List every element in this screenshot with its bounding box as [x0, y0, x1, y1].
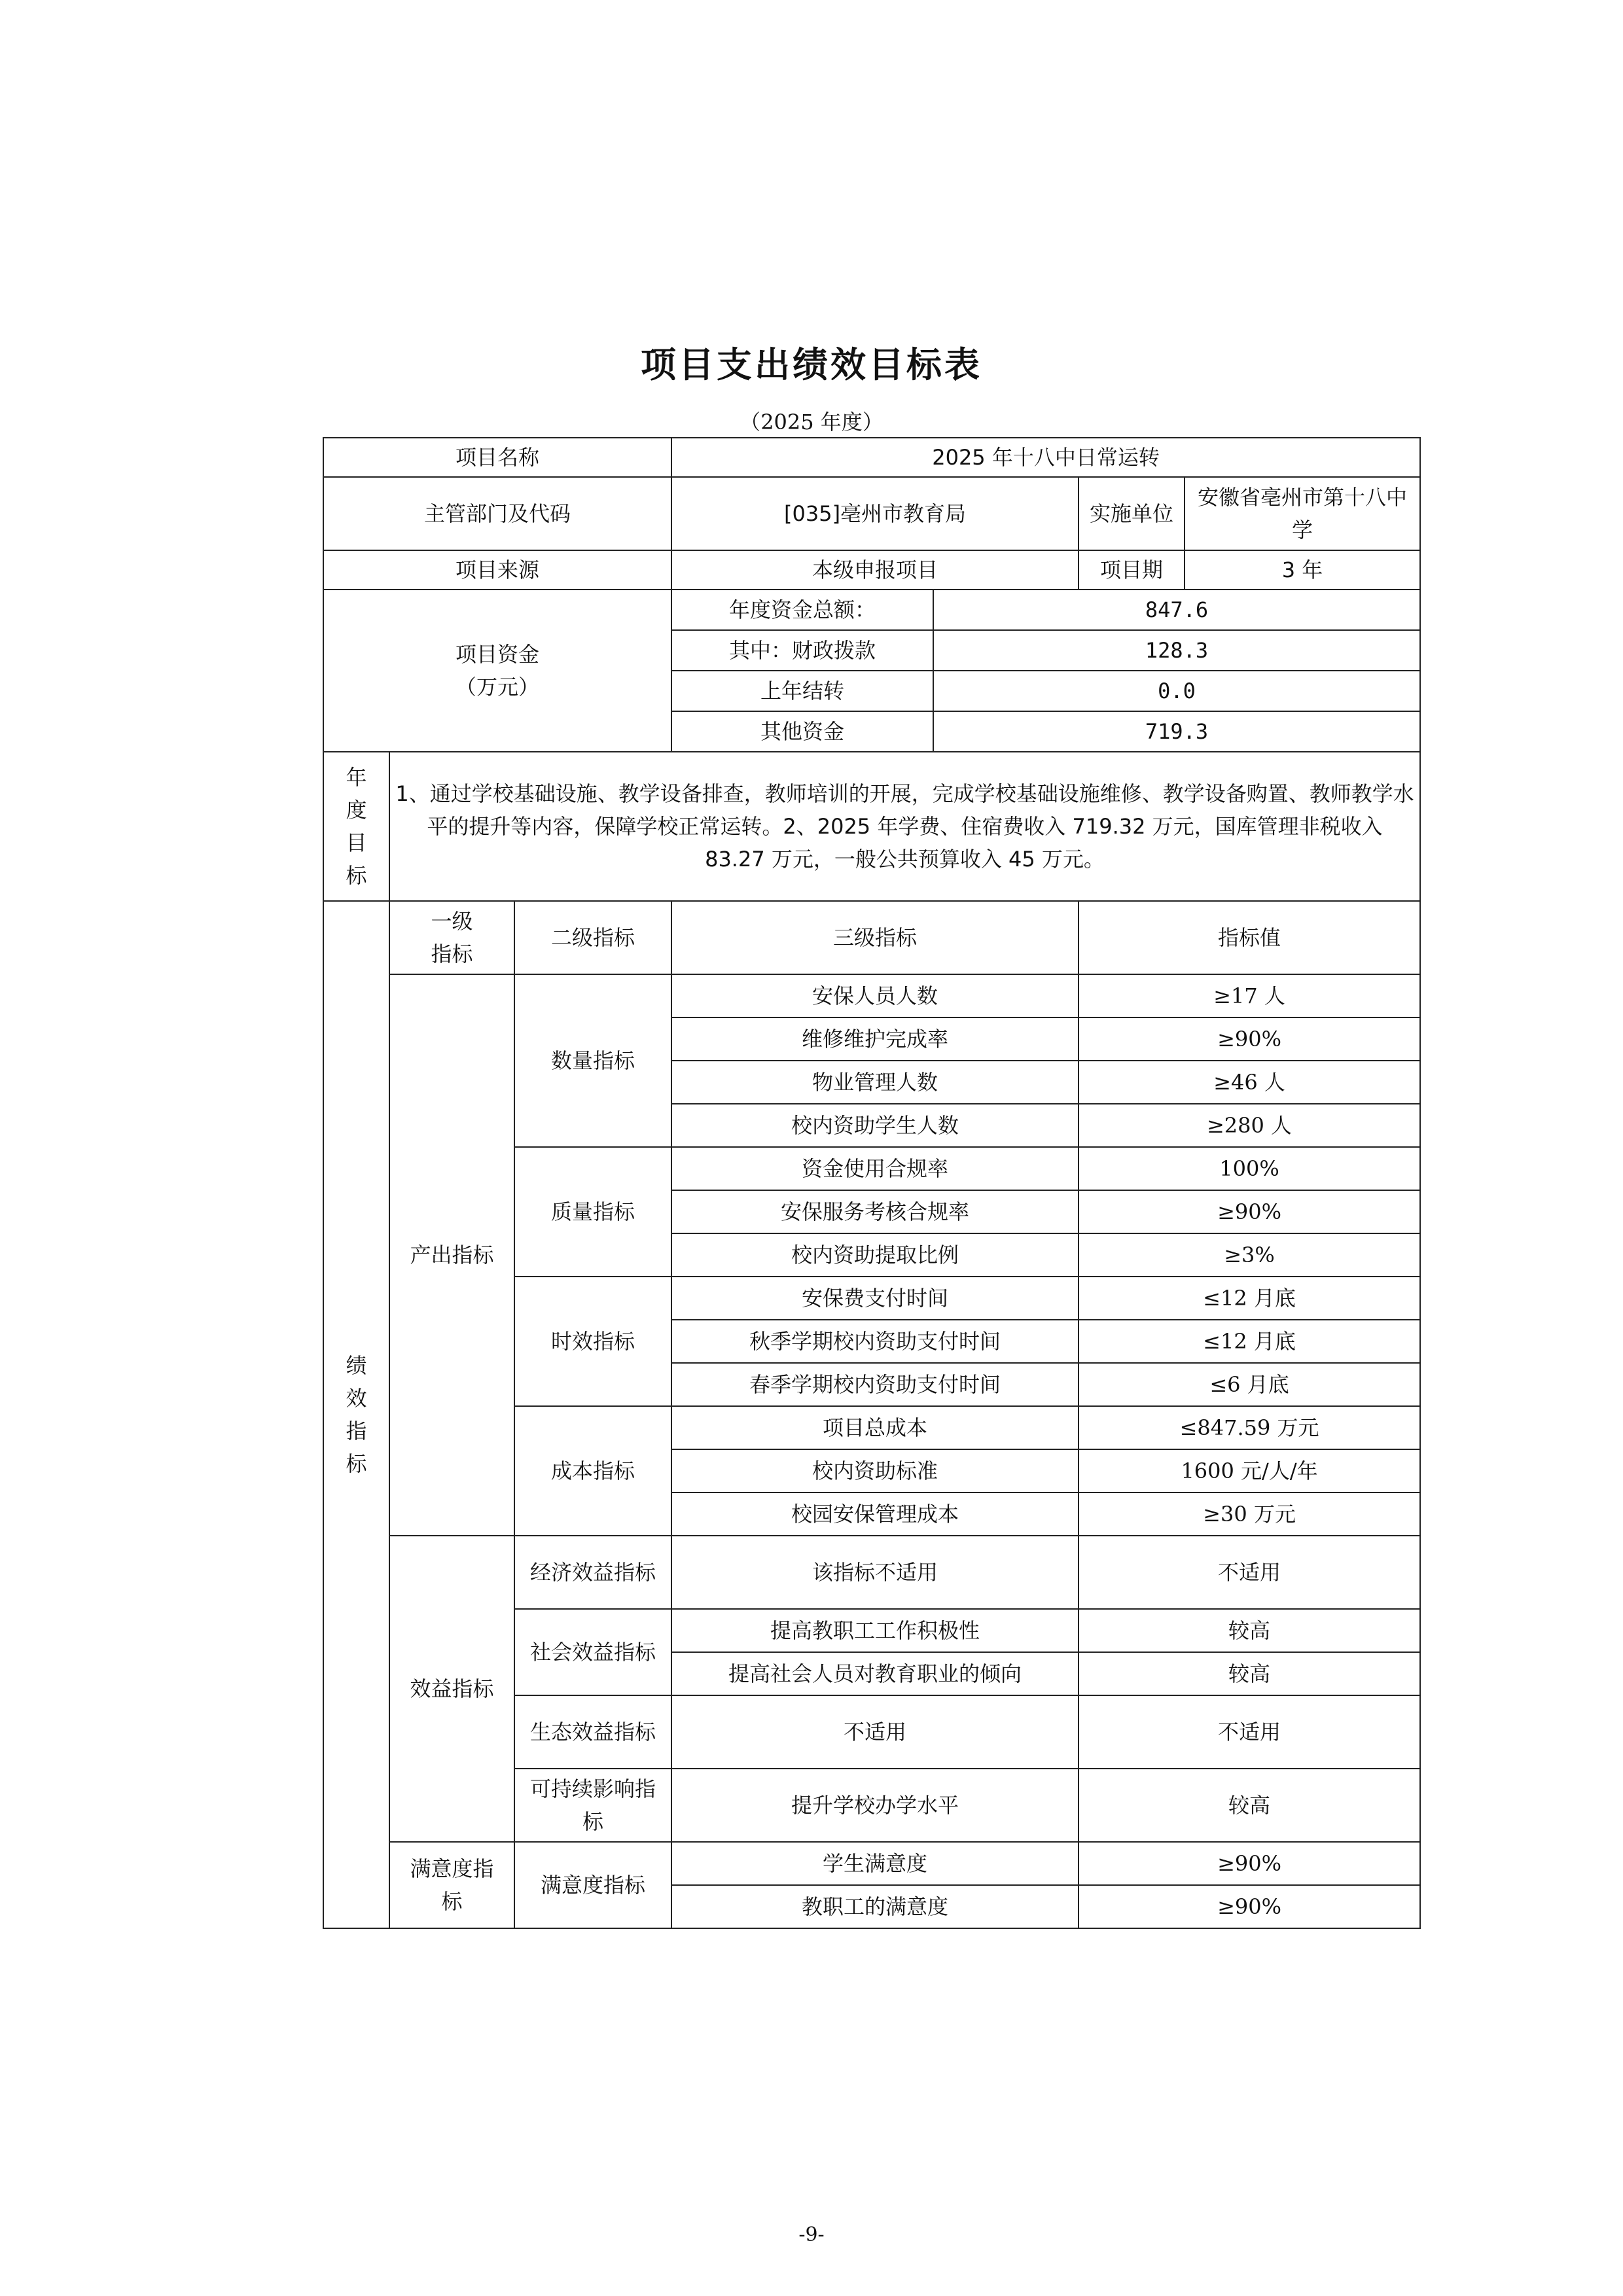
cost-indicator-label: 成本指标	[514, 1406, 671, 1536]
document-title: 项目支出绩效目标表	[641, 344, 982, 385]
indicator-value: ≤6 月底	[1079, 1363, 1420, 1406]
project-name-label: 项目名称	[323, 438, 671, 477]
indicators-label: 绩效指标	[323, 901, 389, 1928]
indicator-value: 较高	[1079, 1609, 1420, 1652]
row-funds-total	[323, 590, 1420, 630]
funds-row-value: 0.0	[933, 671, 1420, 711]
indicator-value: ≤847.59 万元	[1079, 1406, 1420, 1449]
header-value: 指标值	[1079, 901, 1420, 974]
indicator-value: 较高	[1079, 1769, 1420, 1842]
timeliness-indicator-label: 时效指标	[514, 1277, 671, 1406]
indicator-name: 安保费支付时间	[671, 1277, 1079, 1320]
sustainable-indicator-label: 可持续影响指标	[514, 1769, 671, 1842]
funds-label-cell	[323, 590, 671, 752]
indicator-name: 安保人员人数	[671, 974, 1079, 1017]
row-source	[323, 550, 1420, 590]
indicator-name: 资金使用合规率	[671, 1147, 1079, 1190]
indicator-name: 校园安保管理成本	[671, 1492, 1079, 1536]
benefit-indicator-label: 效益指标	[389, 1536, 514, 1842]
indicator-name: 校内资助标准	[671, 1449, 1079, 1492]
funds-row-value: 719.3	[933, 711, 1420, 752]
header-level1: 一级指标	[389, 901, 514, 974]
economic-indicator-label: 经济效益指标	[514, 1536, 671, 1609]
indicator-name: 维修维护完成率	[671, 1017, 1079, 1061]
project-name-value: 2025 年十八中日常运转	[671, 438, 1420, 477]
indicator-value: ≥280 人	[1079, 1104, 1420, 1147]
header-level3: 三级指标	[671, 901, 1079, 974]
satisfaction-indicator-label: 满意度指标	[389, 1842, 514, 1928]
indicator-name: 项目总成本	[671, 1406, 1079, 1449]
indicator-value: 较高	[1079, 1652, 1420, 1695]
indicator-value: ≥90%	[1079, 1885, 1420, 1928]
indicator-value: 100%	[1079, 1147, 1420, 1190]
indicator-name: 不适用	[671, 1695, 1079, 1769]
row-project-name	[323, 438, 1420, 477]
indicator-name: 校内资助提取比例	[671, 1233, 1079, 1277]
indicator-name: 春季学期校内资助支付时间	[671, 1363, 1079, 1406]
indicator-value: ≥3%	[1079, 1233, 1420, 1277]
indicator-value: 不适用	[1079, 1536, 1420, 1609]
quantity-indicator-label: 数量指标	[514, 974, 671, 1147]
indicator-name: 校内资助学生人数	[671, 1104, 1079, 1147]
table-row	[323, 1842, 1420, 1885]
indicator-name: 该指标不适用	[671, 1536, 1079, 1609]
social-indicator-label: 社会效益指标	[514, 1609, 671, 1695]
row-annual-goal	[323, 752, 1420, 901]
indicator-value: ≥90%	[1079, 1017, 1420, 1061]
department-label: 主管部门及代码	[323, 477, 671, 550]
table-row	[323, 974, 1420, 1017]
implementing-unit-label: 实施单位	[1079, 477, 1185, 550]
indicator-value: ≤12 月底	[1079, 1320, 1420, 1363]
indicator-value: ≥90%	[1079, 1190, 1420, 1233]
department-value: [035]亳州市教育局	[671, 477, 1079, 550]
implementing-unit-value: 安徽省亳州市第十八中学	[1185, 477, 1420, 550]
performance-target-table	[323, 437, 1421, 1929]
period-label: 项目期	[1079, 550, 1185, 590]
indicator-name: 物业管理人数	[671, 1061, 1079, 1104]
indicator-value: ≤12 月底	[1079, 1277, 1420, 1320]
funds-row-label: 年度资金总额：	[671, 590, 933, 630]
indicator-name: 提升学校办学水平	[671, 1769, 1079, 1842]
indicator-value: ≥30 万元	[1079, 1492, 1420, 1536]
indicator-value: ≥17 人	[1079, 974, 1420, 1017]
indicator-value: 1600 元/人/年	[1079, 1449, 1420, 1492]
funds-row-label: 其他资金	[671, 711, 933, 752]
source-value: 本级申报项目	[671, 550, 1079, 590]
indicator-value: ≥90%	[1079, 1842, 1420, 1885]
indicator-name: 提高社会人员对教育职业的倾向	[671, 1652, 1079, 1695]
annual-goal-text: 1、通过学校基础设施、教学设备排查，教师培训的开展，完成学校基础设施维修、教学设备购置、教师教学水平的提升等内容，保障学校正常运转。2、2025 年学费、住宿费收入 719.32 万元，国库管理非税收入 83.27 万元，一般公共预算收入 45 万元。	[389, 752, 1420, 901]
satisfaction-sub-label: 满意度指标	[514, 1842, 671, 1928]
quality-indicator-label: 质量指标	[514, 1147, 671, 1277]
indicator-name: 提高教职工工作积极性	[671, 1609, 1079, 1652]
indicator-header-row	[323, 901, 1420, 974]
output-indicator-label: 产出指标	[389, 974, 514, 1536]
ecological-indicator-label: 生态效益指标	[514, 1695, 671, 1769]
indicator-name: 教职工的满意度	[671, 1885, 1079, 1928]
indicator-name: 秋季学期校内资助支付时间	[671, 1320, 1079, 1363]
indicator-name: 安保服务考核合规率	[671, 1190, 1079, 1233]
funds-row-value: 128.3	[933, 630, 1420, 671]
period-value: 3 年	[1185, 550, 1420, 590]
annual-goal-label: 年度目标	[323, 752, 389, 901]
funds-row-label: 上年结转	[671, 671, 933, 711]
header-level2: 二级指标	[514, 901, 671, 974]
source-label: 项目来源	[323, 550, 671, 590]
funds-row-label: 其中：财政拨款	[671, 630, 933, 671]
indicator-value: 不适用	[1079, 1695, 1420, 1769]
indicator-value: ≥46 人	[1079, 1061, 1420, 1104]
page-number: -9-	[798, 2223, 825, 2246]
funds-unit: （万元）	[455, 675, 540, 699]
table-row	[323, 1536, 1420, 1609]
document-subtitle: （2025 年度）	[740, 410, 883, 434]
indicator-name: 学生满意度	[671, 1842, 1079, 1885]
funds-row-value: 847.6	[933, 590, 1420, 630]
funds-label: 项目资金	[455, 642, 540, 667]
row-department	[323, 477, 1420, 550]
